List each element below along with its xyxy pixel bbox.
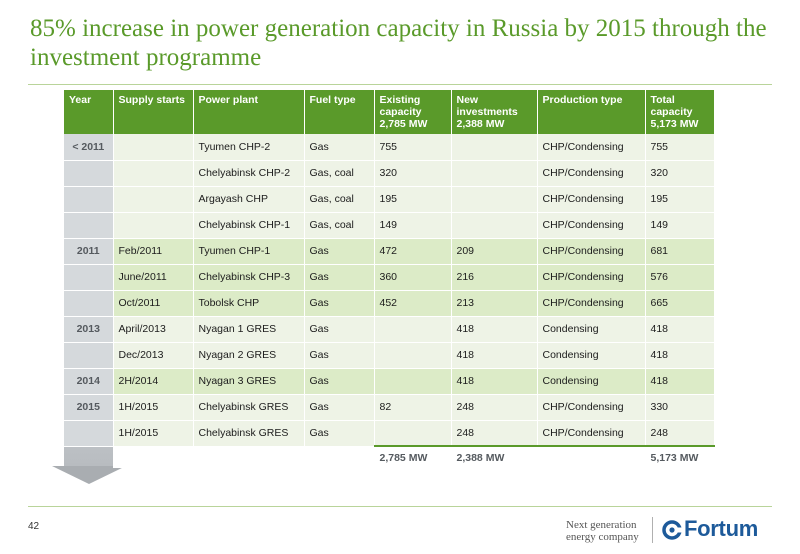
- new-investment-cell: 209: [451, 238, 537, 264]
- year-cell: [64, 342, 113, 368]
- header-new-investments: New investments 2,388 MW: [451, 90, 537, 134]
- header-supply-starts: Supply starts: [113, 90, 193, 134]
- fuel-type-cell: Gas, coal: [304, 212, 374, 238]
- production-type-cell: CHP/Condensing: [537, 186, 645, 212]
- total-capacity-cell: 755: [645, 134, 714, 160]
- power-plant-cell: Nyagan 3 GRES: [193, 368, 304, 394]
- table-row: [64, 342, 714, 368]
- header-fuel-type: Fuel type: [304, 90, 374, 134]
- existing-capacity-cell: 360: [374, 264, 451, 290]
- production-type-cell: CHP/Condensing: [537, 160, 645, 186]
- new-investment-cell: 216: [451, 264, 537, 290]
- fuel-type-cell: Gas: [304, 420, 374, 446]
- existing-capacity-cell: 82: [374, 394, 451, 420]
- production-type-cell: CHP/Condensing: [537, 238, 645, 264]
- power-plant-cell: Nyagan 1 GRES: [193, 316, 304, 342]
- production-type-cell: Condensing: [537, 368, 645, 394]
- table-row: [64, 368, 714, 394]
- new-investment-cell: [451, 186, 537, 212]
- production-type-cell: Condensing: [537, 316, 645, 342]
- year-cell: [64, 212, 113, 238]
- year-cell: [64, 264, 113, 290]
- production-type-cell: CHP/Condensing: [537, 394, 645, 420]
- power-plant-cell: Chelyabinsk CHP-1: [193, 212, 304, 238]
- fuel-type-cell: Gas: [304, 238, 374, 264]
- year-cell: [64, 290, 113, 316]
- year-cell: [64, 420, 113, 446]
- total-capacity-cell: 195: [645, 186, 714, 212]
- fortum-logo-icon: [662, 520, 682, 540]
- production-type-cell: CHP/Condensing: [537, 134, 645, 160]
- page-number: 42: [28, 521, 40, 532]
- supply-starts-cell: Feb/2011: [113, 238, 193, 264]
- fuel-type-cell: Gas: [304, 342, 374, 368]
- total-capacity-cell: 248: [645, 420, 714, 446]
- footer-separator: [652, 517, 653, 543]
- supply-starts-cell: [113, 186, 193, 212]
- table-row: [64, 134, 714, 160]
- year-cell: 2014: [64, 368, 113, 394]
- total-capacity-cell: 418: [645, 368, 714, 394]
- power-plant-cell: Chelyabinsk GRES: [193, 394, 304, 420]
- production-type-cell: CHP/Condensing: [537, 290, 645, 316]
- table-row: [64, 420, 714, 446]
- year-cell: [64, 160, 113, 186]
- total-capacity-cell: 418: [645, 342, 714, 368]
- total-capacity-cell: 576: [645, 264, 714, 290]
- timeline-arrow-icon: [52, 466, 126, 484]
- power-plant-cell: Tobolsk CHP: [193, 290, 304, 316]
- table-row: [64, 186, 714, 212]
- company-tagline: Next generation energy company: [566, 519, 639, 543]
- new-investment-cell: [451, 160, 537, 186]
- header-total-capacity: Total capacity 5,173 MW: [645, 90, 714, 134]
- existing-capacity-cell: 472: [374, 238, 451, 264]
- total-existing-capacity: 2,785 MW: [374, 446, 451, 468]
- header-production-type: Production type: [537, 90, 645, 134]
- new-investment-cell: 418: [451, 368, 537, 394]
- existing-capacity-cell: 320: [374, 160, 451, 186]
- power-plant-cell: Chelyabinsk CHP-2: [193, 160, 304, 186]
- table-row: [64, 264, 714, 290]
- new-investment-cell: [451, 134, 537, 160]
- supply-starts-cell: 2H/2014: [113, 368, 193, 394]
- total-new-investments: 2,388 MW: [451, 446, 537, 468]
- fuel-type-cell: Gas: [304, 316, 374, 342]
- production-type-cell: CHP/Condensing: [537, 420, 645, 446]
- power-plant-cell: Tyumen CHP-2: [193, 134, 304, 160]
- power-plant-cell: Nyagan 2 GRES: [193, 342, 304, 368]
- power-plant-cell: Chelyabinsk CHP-3: [193, 264, 304, 290]
- existing-capacity-cell: [374, 368, 451, 394]
- existing-capacity-cell: 755: [374, 134, 451, 160]
- title-divider: [28, 84, 772, 85]
- production-type-cell: CHP/Condensing: [537, 264, 645, 290]
- capacity-table: [64, 90, 715, 468]
- supply-starts-cell: June/2011: [113, 264, 193, 290]
- new-investment-cell: 248: [451, 394, 537, 420]
- footer-divider: [28, 506, 772, 507]
- supply-starts-cell: 1H/2015: [113, 394, 193, 420]
- supply-starts-cell: [113, 212, 193, 238]
- new-investment-cell: [451, 212, 537, 238]
- header-power-plant: Power plant: [193, 90, 304, 134]
- supply-starts-cell: 1H/2015: [113, 420, 193, 446]
- new-investment-cell: 213: [451, 290, 537, 316]
- new-investment-cell: 418: [451, 316, 537, 342]
- header-year: Year: [64, 90, 113, 134]
- header-existing-capacity: Existing capacity 2,785 MW: [374, 90, 451, 134]
- year-cell: < 2011: [64, 134, 113, 160]
- total-capacity-cell: 330: [645, 394, 714, 420]
- slide-title: 85% increase in power generation capacity in Russia by 2015 through the investment programme: [30, 15, 767, 71]
- supply-starts-cell: Oct/2011: [113, 290, 193, 316]
- fuel-type-cell: Gas: [304, 290, 374, 316]
- power-plant-cell: Tyumen CHP-1: [193, 238, 304, 264]
- supply-starts-cell: [113, 134, 193, 160]
- year-cell: [64, 186, 113, 212]
- new-investment-cell: 248: [451, 420, 537, 446]
- table-row: [64, 316, 714, 342]
- existing-capacity-cell: [374, 316, 451, 342]
- supply-starts-cell: April/2013: [113, 316, 193, 342]
- total-capacity-cell: 418: [645, 316, 714, 342]
- total-capacity-cell: 665: [645, 290, 714, 316]
- fuel-type-cell: Gas, coal: [304, 160, 374, 186]
- fortum-logo: Fortum: [684, 516, 758, 541]
- total-capacity-cell: 681: [645, 238, 714, 264]
- production-type-cell: CHP/Condensing: [537, 212, 645, 238]
- existing-capacity-cell: [374, 342, 451, 368]
- year-cell: 2011: [64, 238, 113, 264]
- existing-capacity-cell: 149: [374, 212, 451, 238]
- supply-starts-cell: [113, 160, 193, 186]
- total-capacity: 5,173 MW: [645, 446, 714, 468]
- table-totals-row: [64, 446, 714, 468]
- new-investment-cell: 418: [451, 342, 537, 368]
- fuel-type-cell: Gas: [304, 368, 374, 394]
- year-cell: 2015: [64, 394, 113, 420]
- total-capacity-cell: 320: [645, 160, 714, 186]
- fuel-type-cell: Gas: [304, 394, 374, 420]
- fuel-type-cell: Gas, coal: [304, 186, 374, 212]
- existing-capacity-cell: 452: [374, 290, 451, 316]
- table-row: [64, 394, 714, 420]
- existing-capacity-cell: [374, 420, 451, 446]
- existing-capacity-cell: 195: [374, 186, 451, 212]
- fuel-type-cell: Gas: [304, 134, 374, 160]
- table-row: [64, 290, 714, 316]
- table-header-row: [64, 90, 714, 134]
- table-row: [64, 160, 714, 186]
- total-capacity-cell: 149: [645, 212, 714, 238]
- fuel-type-cell: Gas: [304, 264, 374, 290]
- year-cell: 2013: [64, 316, 113, 342]
- power-plant-cell: Chelyabinsk GRES: [193, 420, 304, 446]
- supply-starts-cell: Dec/2013: [113, 342, 193, 368]
- table-row: [64, 238, 714, 264]
- power-plant-cell: Argayash CHP: [193, 186, 304, 212]
- production-type-cell: Condensing: [537, 342, 645, 368]
- table-row: [64, 212, 714, 238]
